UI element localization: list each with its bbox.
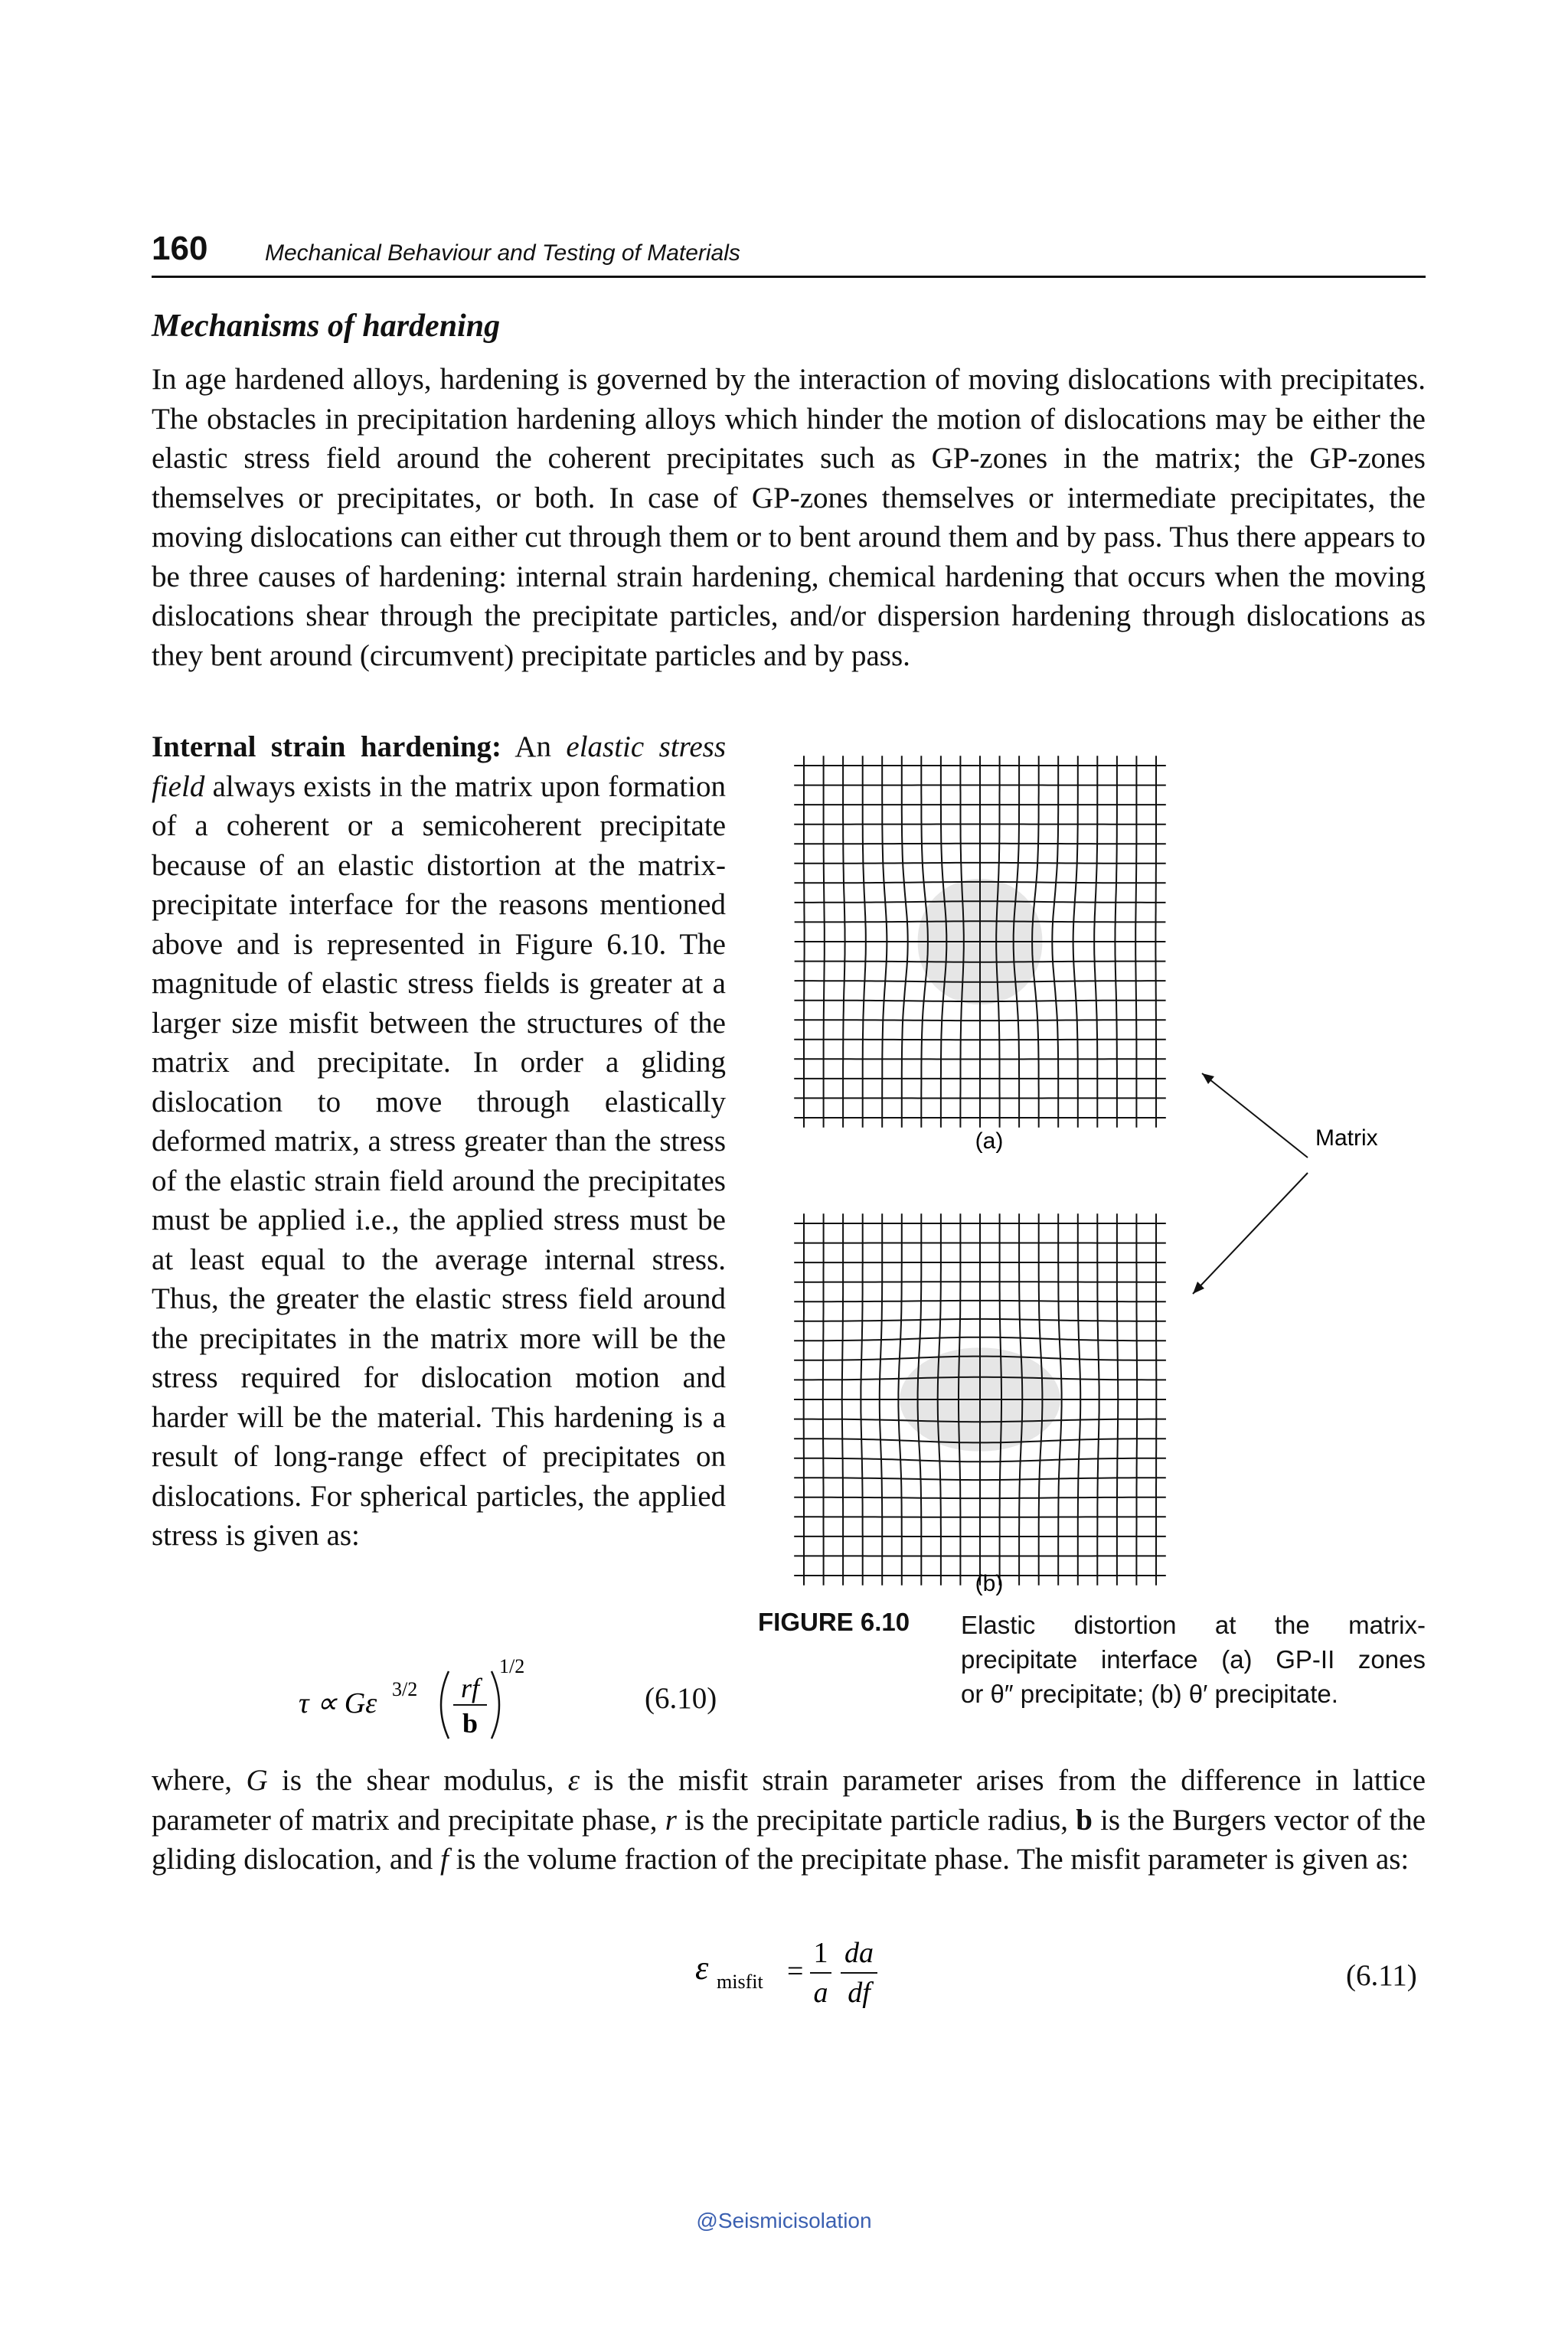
where-text-3: is the misfit strain parameter arises from the difference in lattice parameter of matrix and precipitate phase, bbox=[152, 1764, 1426, 1837]
caption-line-3: or θ″ precipitate; (b) θ′ precipitate. bbox=[961, 1680, 1338, 1708]
matrix-arrows bbox=[1193, 1073, 1308, 1294]
where-text-4: is the precipitate particle radius, bbox=[684, 1803, 1069, 1837]
symbol-G: G bbox=[246, 1764, 268, 1797]
figure-label-a: (a) bbox=[975, 1128, 1004, 1154]
caption-line-2: precipitate interface (a) GP-II zones bbox=[961, 1645, 1426, 1674]
eq2-subscript: misfit bbox=[717, 1971, 763, 1993]
grid-a-gp-zone bbox=[794, 756, 1166, 1128]
eq1-left-paren bbox=[441, 1671, 449, 1739]
equation-6-10 bbox=[299, 1650, 544, 1749]
elastic-stress-field-term: elastic stress field bbox=[152, 730, 727, 803]
figure-caption-label: FIGURE 6.10 bbox=[758, 1608, 910, 1636]
eq1-lhs: τ ∝ Gε bbox=[299, 1687, 377, 1719]
internal-strain-body: always exists in the matrix upon formation of a coherent or a semicoherent precipitate because of an elastic distortion at the matrix-precipitate interface for the reasons mentioned above and is represented in Figure 6.10. The magnitude of elastic stress fields is greater at a larger size misfit between the structures of the matrix and precipitate. In order a gliding dislocation to move through elastically deformed matrix, a stress greater than the stress of the elastic strain field around the precipitates must be applied i.e., the applied stress must be at least equal to the average internal stress. Thus, the greater the elastic stress field around the precipitates in the matrix more will be the stress required for dislocation motion and harder will be the material. This hardening is a result of long-range effect of precipitates on dislocations. For spherical particles, the applied stress is given as: bbox=[152, 769, 726, 1552]
intro-paragraph: In age hardened alloys, hardening is governed by the interaction of moving dislocations with precipitates. The obstacles in precipitation hardening alloys which hinder the motion of dislocations may be either the elastic stress field around the coherent precipitates such as GP-zones in the matrix; the GP-zones themselves or precipitates, or both. In case of GP-zones themselves or intermediate precipitates, the moving dislocations can either cut through them or to bent around them and by pass. Thus there appears to be three causes of hardening: internal strain hardening, chemical hardening that occurs when the moving dislocations shear through the precipitate particles, and/or dispersion hardening through dislocations as they bent around (circumvent) precipitate particles and by pass. bbox=[152, 363, 1426, 672]
eq2-frac1-den: a bbox=[813, 1977, 828, 2009]
eq2-frac2-num: da bbox=[844, 1937, 874, 1969]
eq2-equals: = bbox=[787, 1955, 804, 1987]
where-paragraph bbox=[152, 1761, 1426, 1879]
eq1-numerator: rf bbox=[460, 1673, 480, 1703]
grid-b-theta-prime bbox=[794, 1213, 1166, 1586]
internal-strain-heading: Internal strain hardening: bbox=[152, 730, 502, 763]
symbol-b: b bbox=[1076, 1803, 1093, 1837]
figure-label-b: (b) bbox=[975, 1571, 1004, 1596]
watermark: @Seismicisolation bbox=[696, 2209, 872, 2232]
equation-number-6-10: (6.10) bbox=[645, 1682, 717, 1715]
eq1-outer-exponent: 1/2 bbox=[499, 1655, 525, 1677]
where-text-2: is the shear modulus, bbox=[282, 1764, 554, 1797]
header-rule bbox=[152, 276, 1426, 278]
eq1-denominator: b bbox=[462, 1708, 479, 1739]
eq2-frac1-num: 1 bbox=[813, 1937, 828, 1969]
equation-number-6-11: (6.11) bbox=[1346, 1959, 1417, 1992]
caption-line-1: Elastic distortion at the matrix- bbox=[961, 1611, 1426, 1639]
internal-strain-paragraph bbox=[152, 727, 726, 1556]
symbol-epsilon: ε bbox=[567, 1764, 580, 1797]
section-title: Mechanisms of hardening bbox=[152, 309, 501, 344]
figure-caption-text bbox=[961, 1608, 1426, 1711]
symbol-r: r bbox=[665, 1803, 677, 1837]
where-text-1: where, bbox=[152, 1764, 233, 1797]
eq1-right-paren bbox=[492, 1671, 499, 1739]
eq2-lhs: ε bbox=[695, 1949, 709, 1987]
equation-6-11 bbox=[689, 1925, 888, 2017]
page-number: 160 bbox=[152, 230, 208, 267]
where-text-6: is the volume fraction of the precipitate phase. The misfit parameter is given as: bbox=[456, 1843, 1410, 1876]
running-header-title: Mechanical Behaviour and Testing of Materials bbox=[265, 240, 740, 266]
eq2-frac2-den: df bbox=[848, 1977, 871, 2009]
figure-6-10 bbox=[750, 735, 1439, 1608]
eq1-exponent: 3/2 bbox=[392, 1678, 418, 1700]
where-text-5: is the Burgers vector of the gliding dislocation, and bbox=[152, 1803, 1426, 1876]
internal-strain-lead: An bbox=[514, 730, 551, 763]
symbol-f: f bbox=[439, 1843, 449, 1876]
matrix-label: Matrix bbox=[1315, 1125, 1378, 1151]
